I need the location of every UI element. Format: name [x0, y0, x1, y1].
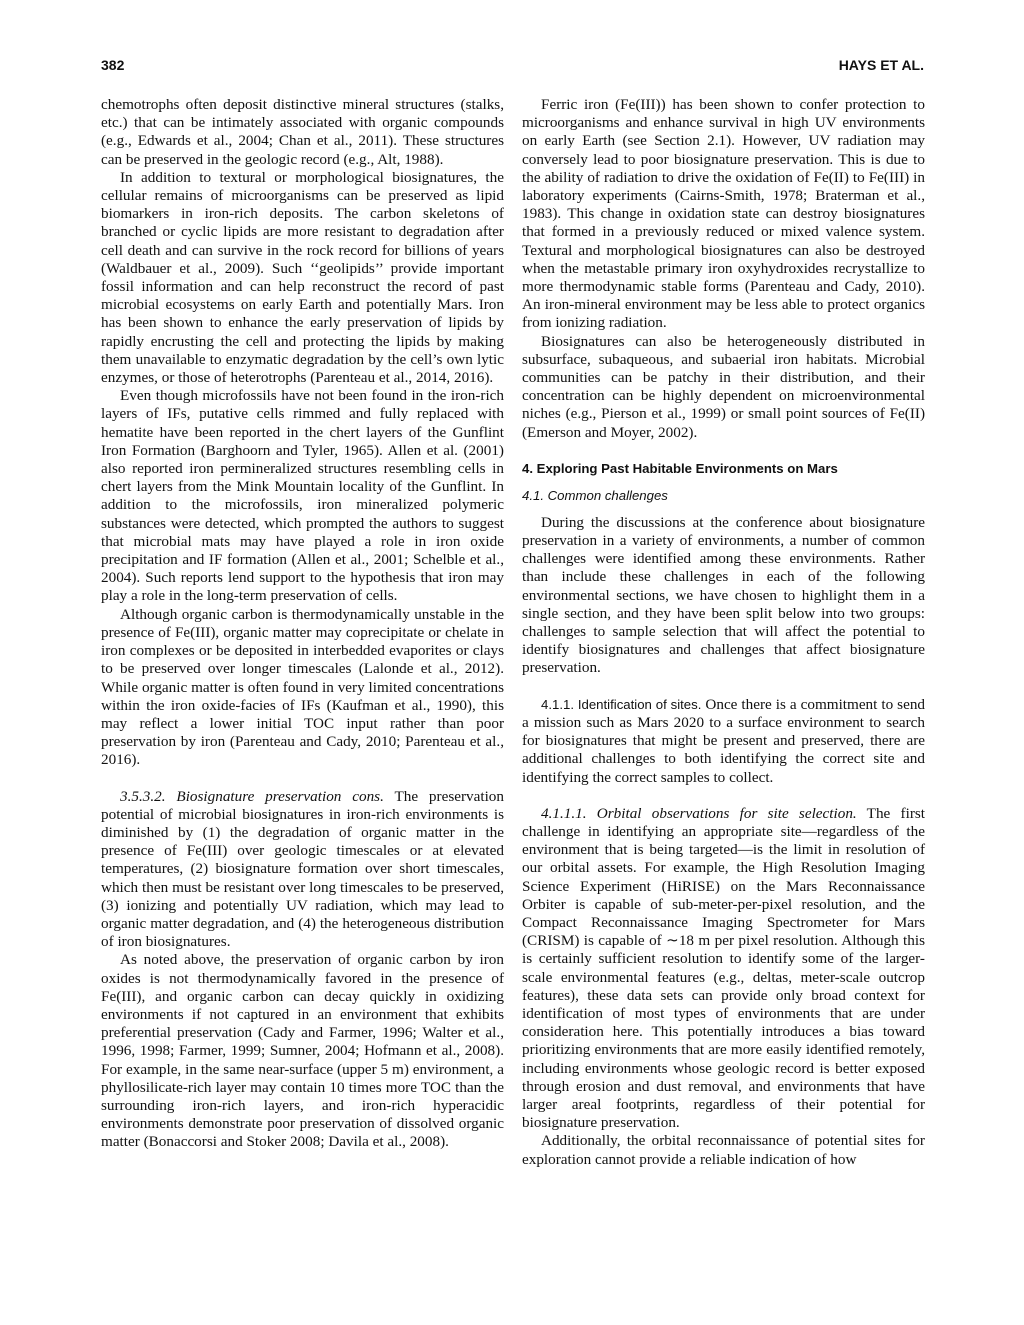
paragraph: Additionally, the orbital reconnaissance of potential sites for exploration cannot provide a reliable indication of how [522, 1132, 925, 1168]
paragraph: Ferric iron (Fe(III)) has been shown to confer protection to microorganisms and enhance survival in high UV environments on early Earth (see Section 2.1). However, UV radiation may conversely lead to poor biosignature preservation. This is due to the ability of radiation to drive the oxidation of Fe(II) to Fe(III) in laboratory experiments (Cairns-Smith, 1978; Braterman et al., 1983). This change in oxidation state can destroy biosignatures that formed in a previously reduced or mixed valence system. Textural and morphological biosignatures can also be destroyed when the metastable primary iron oxyhydroxides recrystallize to more thermodynamic stable forms (Parenteau and Cady, 2010). An iron-mineral environment may be less able to protect organics from ionizing radiation. [522, 96, 925, 332]
paragraph-text: The first challenge in identifying an appropriate site—regardless of the environment that is being targeted—is the limit in resolution of our orbital assets. For example, the High Resolution Imaging Science Experiment (HiRISE) on the Mars Reconnaissance Orbiter is capable of sub-meter-per-pixel resolution, and the Compact Reconnaissance Imaging Spectrometer for Mars (CRISM) is capable of ∼18 m per pixel resolution. Although this is certainly sufficient resolution to identify some of the larger-scale environmental features (e.g., deltas, meter-scale outcrop features), these data sets can provide only broad context for identification of most types of environments that are under consideration here. This potentially introduces a bias toward prioritizing environments that are more easily identified remotely, including environments whose geologic record is better exposed through erosion and dust removal, and environments that have larger areal footprints, regardless of their potential for biosignature preservation. [522, 804, 926, 1132]
paragraph-with-runin-heading [522, 696, 925, 787]
paragraph: Biosignatures can also be heterogeneously distributed in subsurface, subaqueous, and subaerial iron habitats. Microbial communities can be patchy in their distribution, and their concentration can be highly dependent on microenvironmental niches (e.g., Pierson et al., 1999) or small point sources of Fe(II) (Emerson and Moyer, 2002). [522, 332, 925, 441]
paragraph: Even though microfossils have not been found in the iron-rich layers of IFs, putative cells rimmed and fully replaced with hematite have been reported in the chert layers of the Gunflint Iron Formation (Barghoorn and Tyler, 1965). Allen et al. (2001) also reported iron permineralized structures resembling cells in chert layers from the Mink Mountain locality of the Gunflint. In addition to the microfossils, iron mineralized polymeric substances were detected, which prompted the authors to suggest that microbial mats may have played a role in iron oxide precipitation and IF formation (Allen et al., 2001; Schelble et al., 2004). Such reports lend support to the hypothesis that iron may play a role in the long-term preservation of cells. [101, 387, 504, 605]
page-number: 382 [101, 57, 125, 73]
paragraph: chemotrophs often deposit distinctive mineral structures (stalks, etc.) that can be intimately associated with organic compounds (e.g., Edwards et al., 2004; Chan et al., 2011). These structures can be preserved in the geologic record (e.g., Alt, 1988). [101, 96, 504, 168]
right-column [522, 96, 925, 1169]
paragraph: Although organic carbon is thermodynamically unstable in the presence of Fe(III), organic matter may coprecipitate or chelate in iron complexes or be deposited in interbedded evaporites or clays to be preserved over longer timescales (Lalonde et al., 2012). While organic matter is often found in very limited concentrations within the iron oxide-facies of IFs (Kaufman et al., 1990), this may reflect a lower initial TOC input rather than poor preservation by iron (Parenteau and Cady, 2010; Parenteau et al., 2016). [101, 605, 504, 769]
paragraph-with-runin-heading [522, 805, 925, 1133]
runin-heading: 3.5.3.2. Biosignature preservation cons. [120, 787, 384, 805]
paragraph: During the discussions at the conference about biosignature preservation in a variety of environments, a number of common challenges were identified among these environments. Rather than include these challenges in each of the following environmental sections, we have chosen to highlight them in a single section, and they have been split below into two groups: challenges to sample selection that will affect the potential to identify biosignatures and challenges that affect biosignature preservation. [522, 513, 925, 677]
left-column [101, 96, 504, 1152]
paragraph-with-runin-heading [101, 788, 504, 952]
paragraph: As noted above, the preservation of organic carbon by iron oxides is not thermodynamically favored in the presence of Fe(III), and organic carbon can decay quickly in oxidizing environments if not captured in an environment that exhibits preferential preservation (Cady and Farmer, 1996; Walter et al., 1996, 1998; Farmer, 1999; Sumner, 2004; Hofmann et al., 2008). For example, in the same near-surface (upper 5 m) environment, a phyllosilicate-rich layer may contain 10 times more TOC than the surrounding iron-rich layers, and iron-rich hyperacidic environments demonstrate poor preservation of dissolved organic matter (Bonaccorsi and Stoker 2008; Davila et al., 2008). [101, 951, 504, 1151]
running-title: HAYS ET AL. [838, 57, 924, 73]
runin-heading: 4.1.1. Identification of sites. [541, 696, 702, 712]
subsection-heading: 4.1. Common challenges [522, 487, 668, 503]
paragraph-text: Once there is a commitment to send a mission such as Mars 2020 to a surface environment to search for biosignatures that might be present and preserved, there are additional challenges to both identifying the correct site and identifying the correct samples to collect. [522, 695, 926, 786]
runin-heading: 4.1.1.1. Orbital observations for site selection. [541, 804, 857, 822]
paragraph-text: The preservation potential of microbial biosignatures in iron-rich environments is diminished by (1) the degradation of organic matter in the presence of Fe(III) over geologic timescales or at elevated temperatures, (2) biosignature formation over short timescales, which then must be resistant over long timescales to be preserved, (3) ionizing and potentially UV radiation, which may lead to organic matter degradation, and (4) the heterogeneous distribution of iron biosignatures. [101, 787, 504, 951]
page-header [101, 57, 924, 77]
section-heading: 4. Exploring Past Habitable Environments on Mars [522, 460, 838, 476]
paragraph: In addition to textural or morphological biosignatures, the cellular remains of microorganisms can be preserved as lipid biomarkers in iron-rich deposits. The carbon skeletons of branched or cyclic lipids are more resistant to degradation after cell death and can survive in the rock record for billions of years (Waldbauer et al., 2009). Such ‘‘geolipids’’ provide important fossil information and can help reconstruct the record of past microbial ecosystems on early Earth and potentially Mars. Iron has been shown to enhance the early preservation of lipids by rapidly encrusting the cell and protecting the lipids by making them unavailable to enzymatic degradation by the cell’s own lytic enzymes, or those of heterotrophs (Parenteau et al., 2014, 2016). [101, 168, 504, 387]
